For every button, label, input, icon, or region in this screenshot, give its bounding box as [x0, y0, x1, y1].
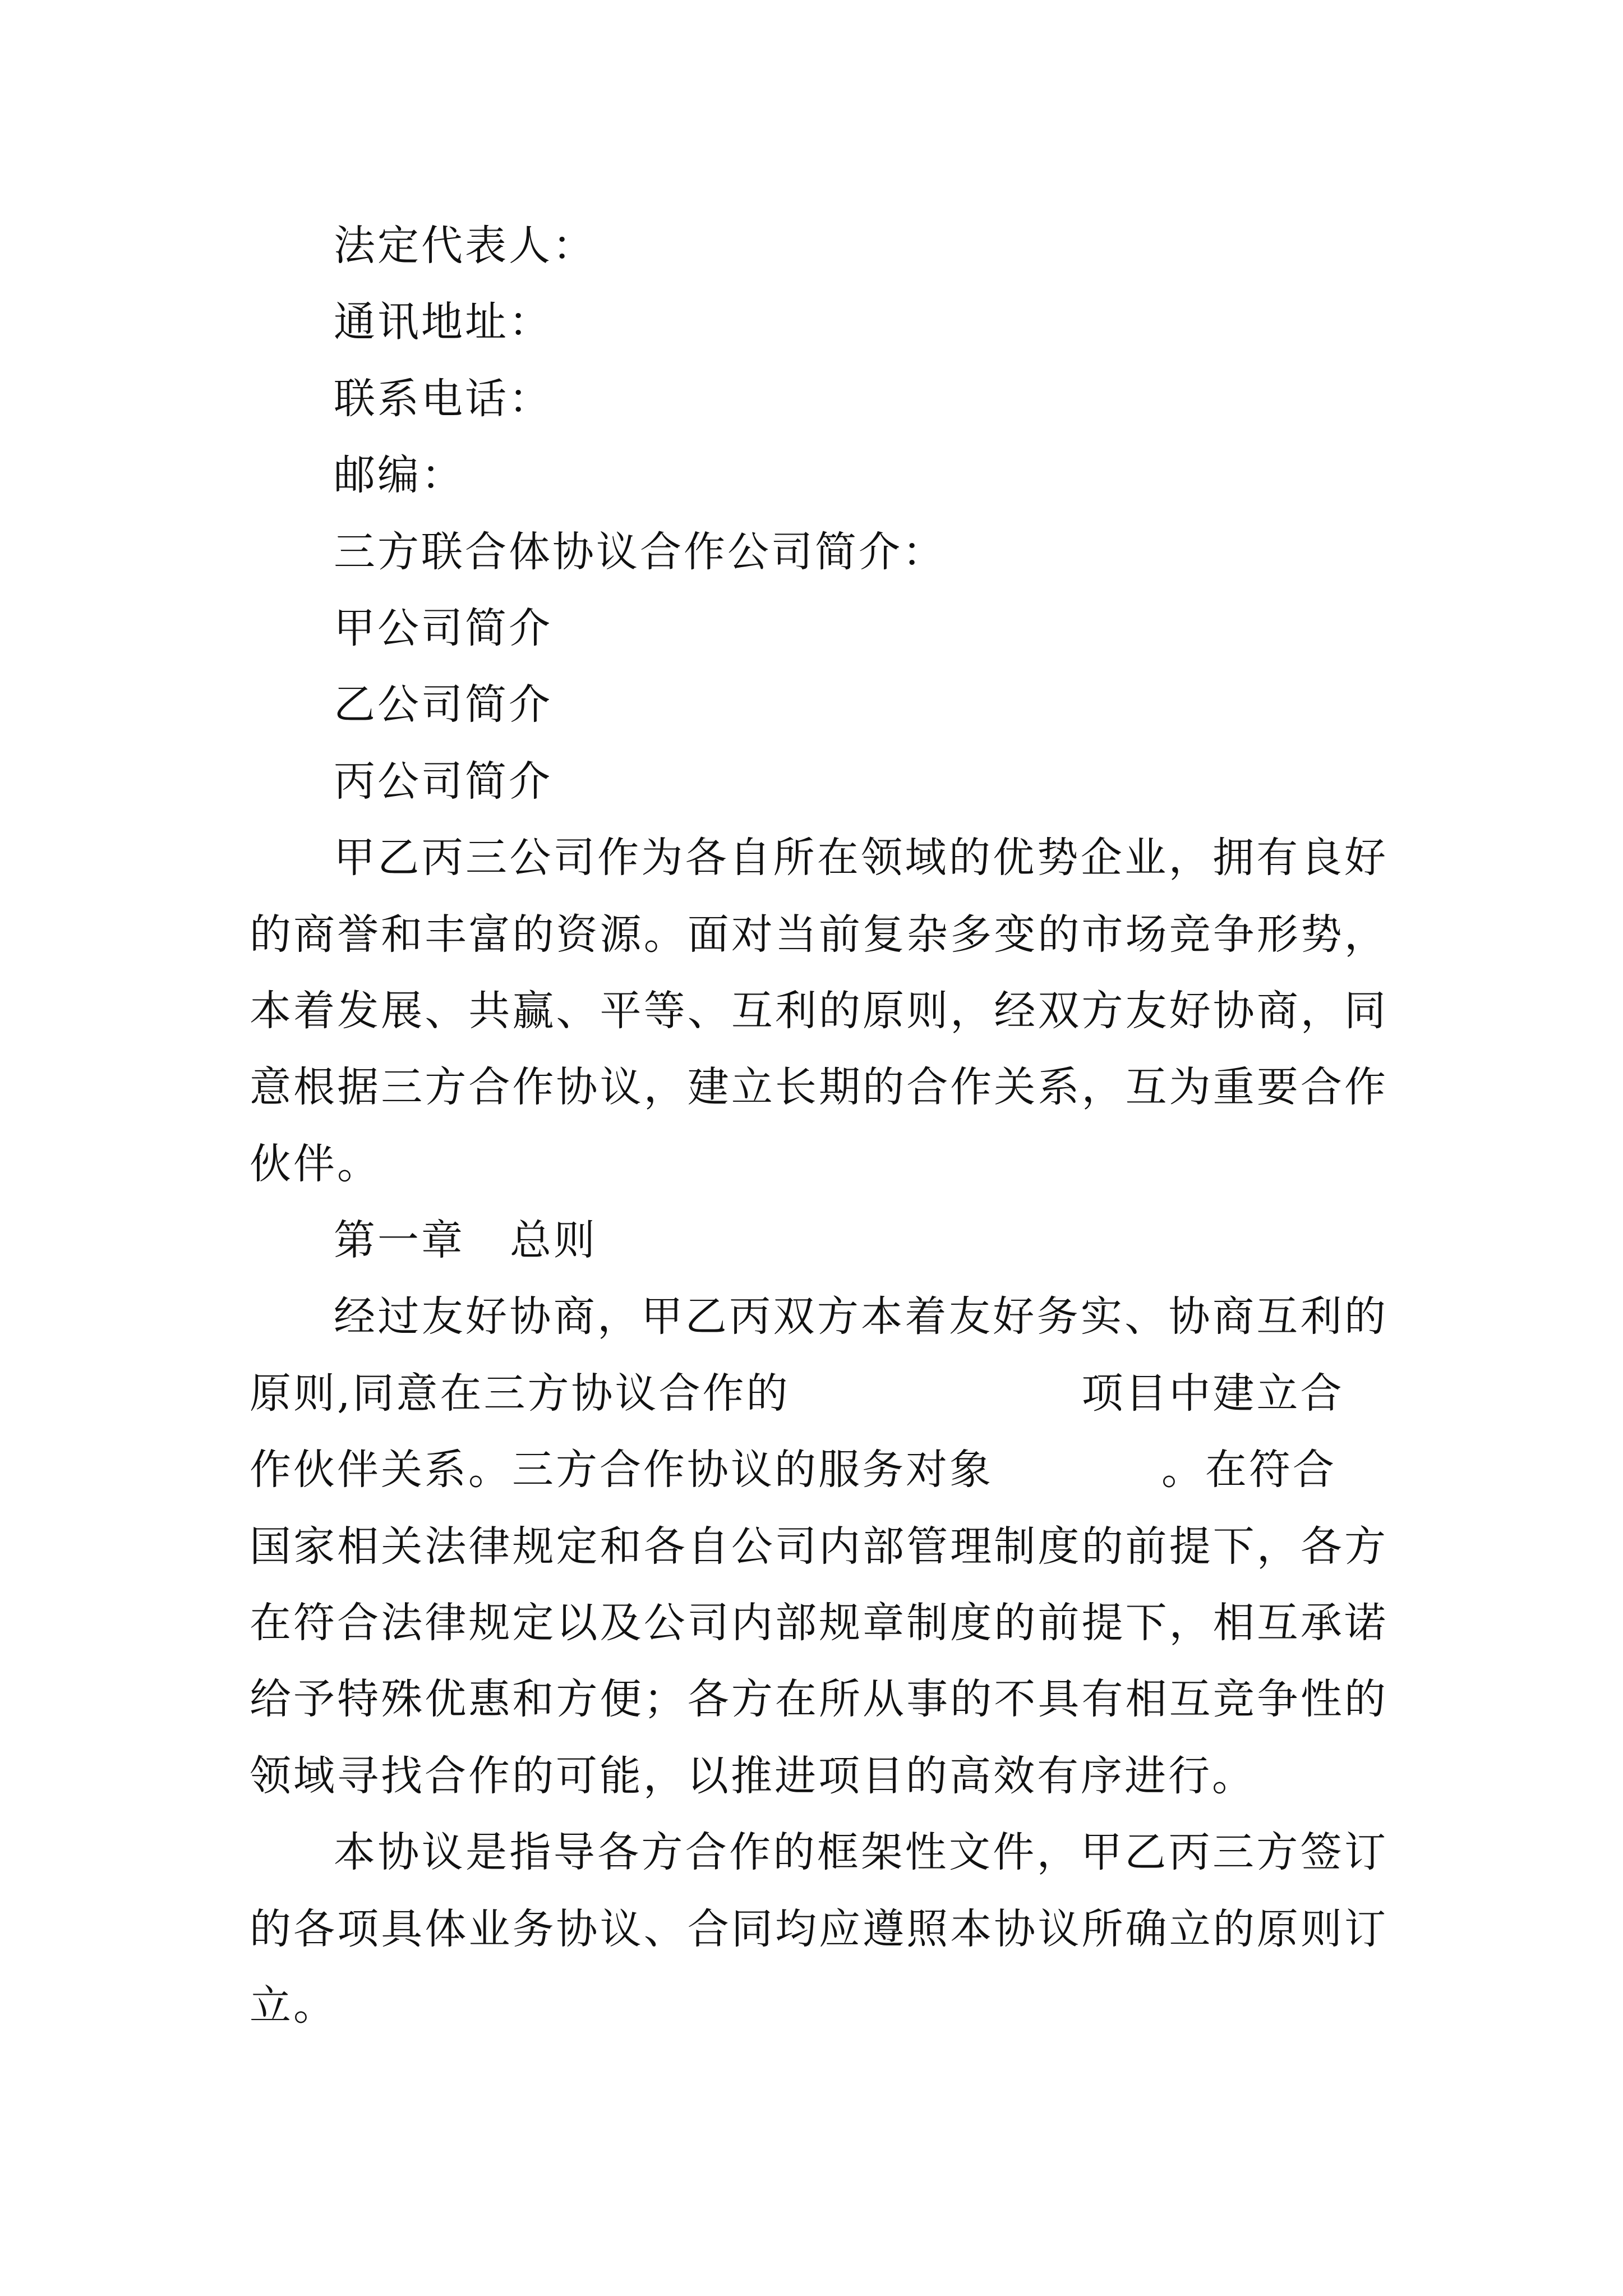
paragraph-text: 作伙伴关系。三方合作协议的服务对象	[250, 1446, 993, 1494]
framework-paragraph	[250, 1814, 1388, 2044]
company-b-intro: 乙公司简介	[334, 680, 552, 729]
document-body	[250, 208, 1388, 2044]
paragraph-line: 在符合法律规定以及公司内部规章制度的前提下，相互承诺	[250, 1599, 1388, 1648]
paragraph-line: 立。	[250, 1981, 337, 2030]
paragraph-text: 。在符合	[1161, 1446, 1336, 1494]
address-field: 通讯地址：	[334, 298, 552, 347]
chapter-number: 第一章	[334, 1216, 465, 1265]
phone-field: 联系电话：	[334, 374, 552, 423]
preamble-line: 本着发展、共赢、平等、互利的原则，经双方友好协商，同	[250, 986, 1388, 1035]
legal-rep-field: 法定代表人：	[334, 222, 596, 270]
company-c-intro: 丙公司简介	[334, 757, 552, 806]
general-provisions-paragraph	[250, 1278, 1388, 1814]
paragraph-line: 领域寻找合作的可能，以推进项目的高效有序进行。	[250, 1751, 1256, 1800]
preamble-line: 意根据三方合作协议，建立长期的合作关系，互为重要合作	[250, 1063, 1388, 1112]
paragraph-line: 的各项具体业务协议、合同均应遵照本协议所确立的原则订	[250, 1904, 1388, 1953]
preamble-line: 甲乙丙三公司作为各自所在领域的优势企业，拥有良好	[334, 834, 1388, 882]
paragraph-line-with-blank	[250, 1432, 1388, 1508]
paragraph-line: 本协议是指导各方合作的框架性文件，甲乙丙三方签订	[334, 1828, 1388, 1877]
preamble-line: 的商誉和丰富的资源。面对当前复杂多变的市场竞争形势，	[250, 910, 1388, 959]
chapter-heading	[250, 1202, 1388, 1278]
paragraph-line: 经过友好协商，甲乙丙双方本着友好务实、协商互利的	[334, 1292, 1388, 1341]
paragraph-line-with-blank	[250, 1355, 1388, 1432]
preamble-paragraph	[250, 820, 1388, 1202]
intro-heading: 三方联合体协议合作公司简介：	[334, 527, 946, 576]
chapter-title: 总则	[510, 1216, 597, 1265]
postcode-field: 邮编：	[334, 451, 465, 500]
paragraph-line: 给予特殊优惠和方便；各方在所从事的不具有相互竞争性的	[250, 1675, 1388, 1724]
preamble-line: 伙伴。	[250, 1139, 381, 1188]
paragraph-line: 国家相关法律规定和各自公司内部管理制度的前提下，各方	[250, 1522, 1388, 1571]
paragraph-text: 项目中建立合	[1081, 1369, 1344, 1418]
paragraph-text: 原则,同意在三方协议合作的	[250, 1369, 790, 1418]
company-a-intro: 甲公司简介	[334, 604, 552, 652]
